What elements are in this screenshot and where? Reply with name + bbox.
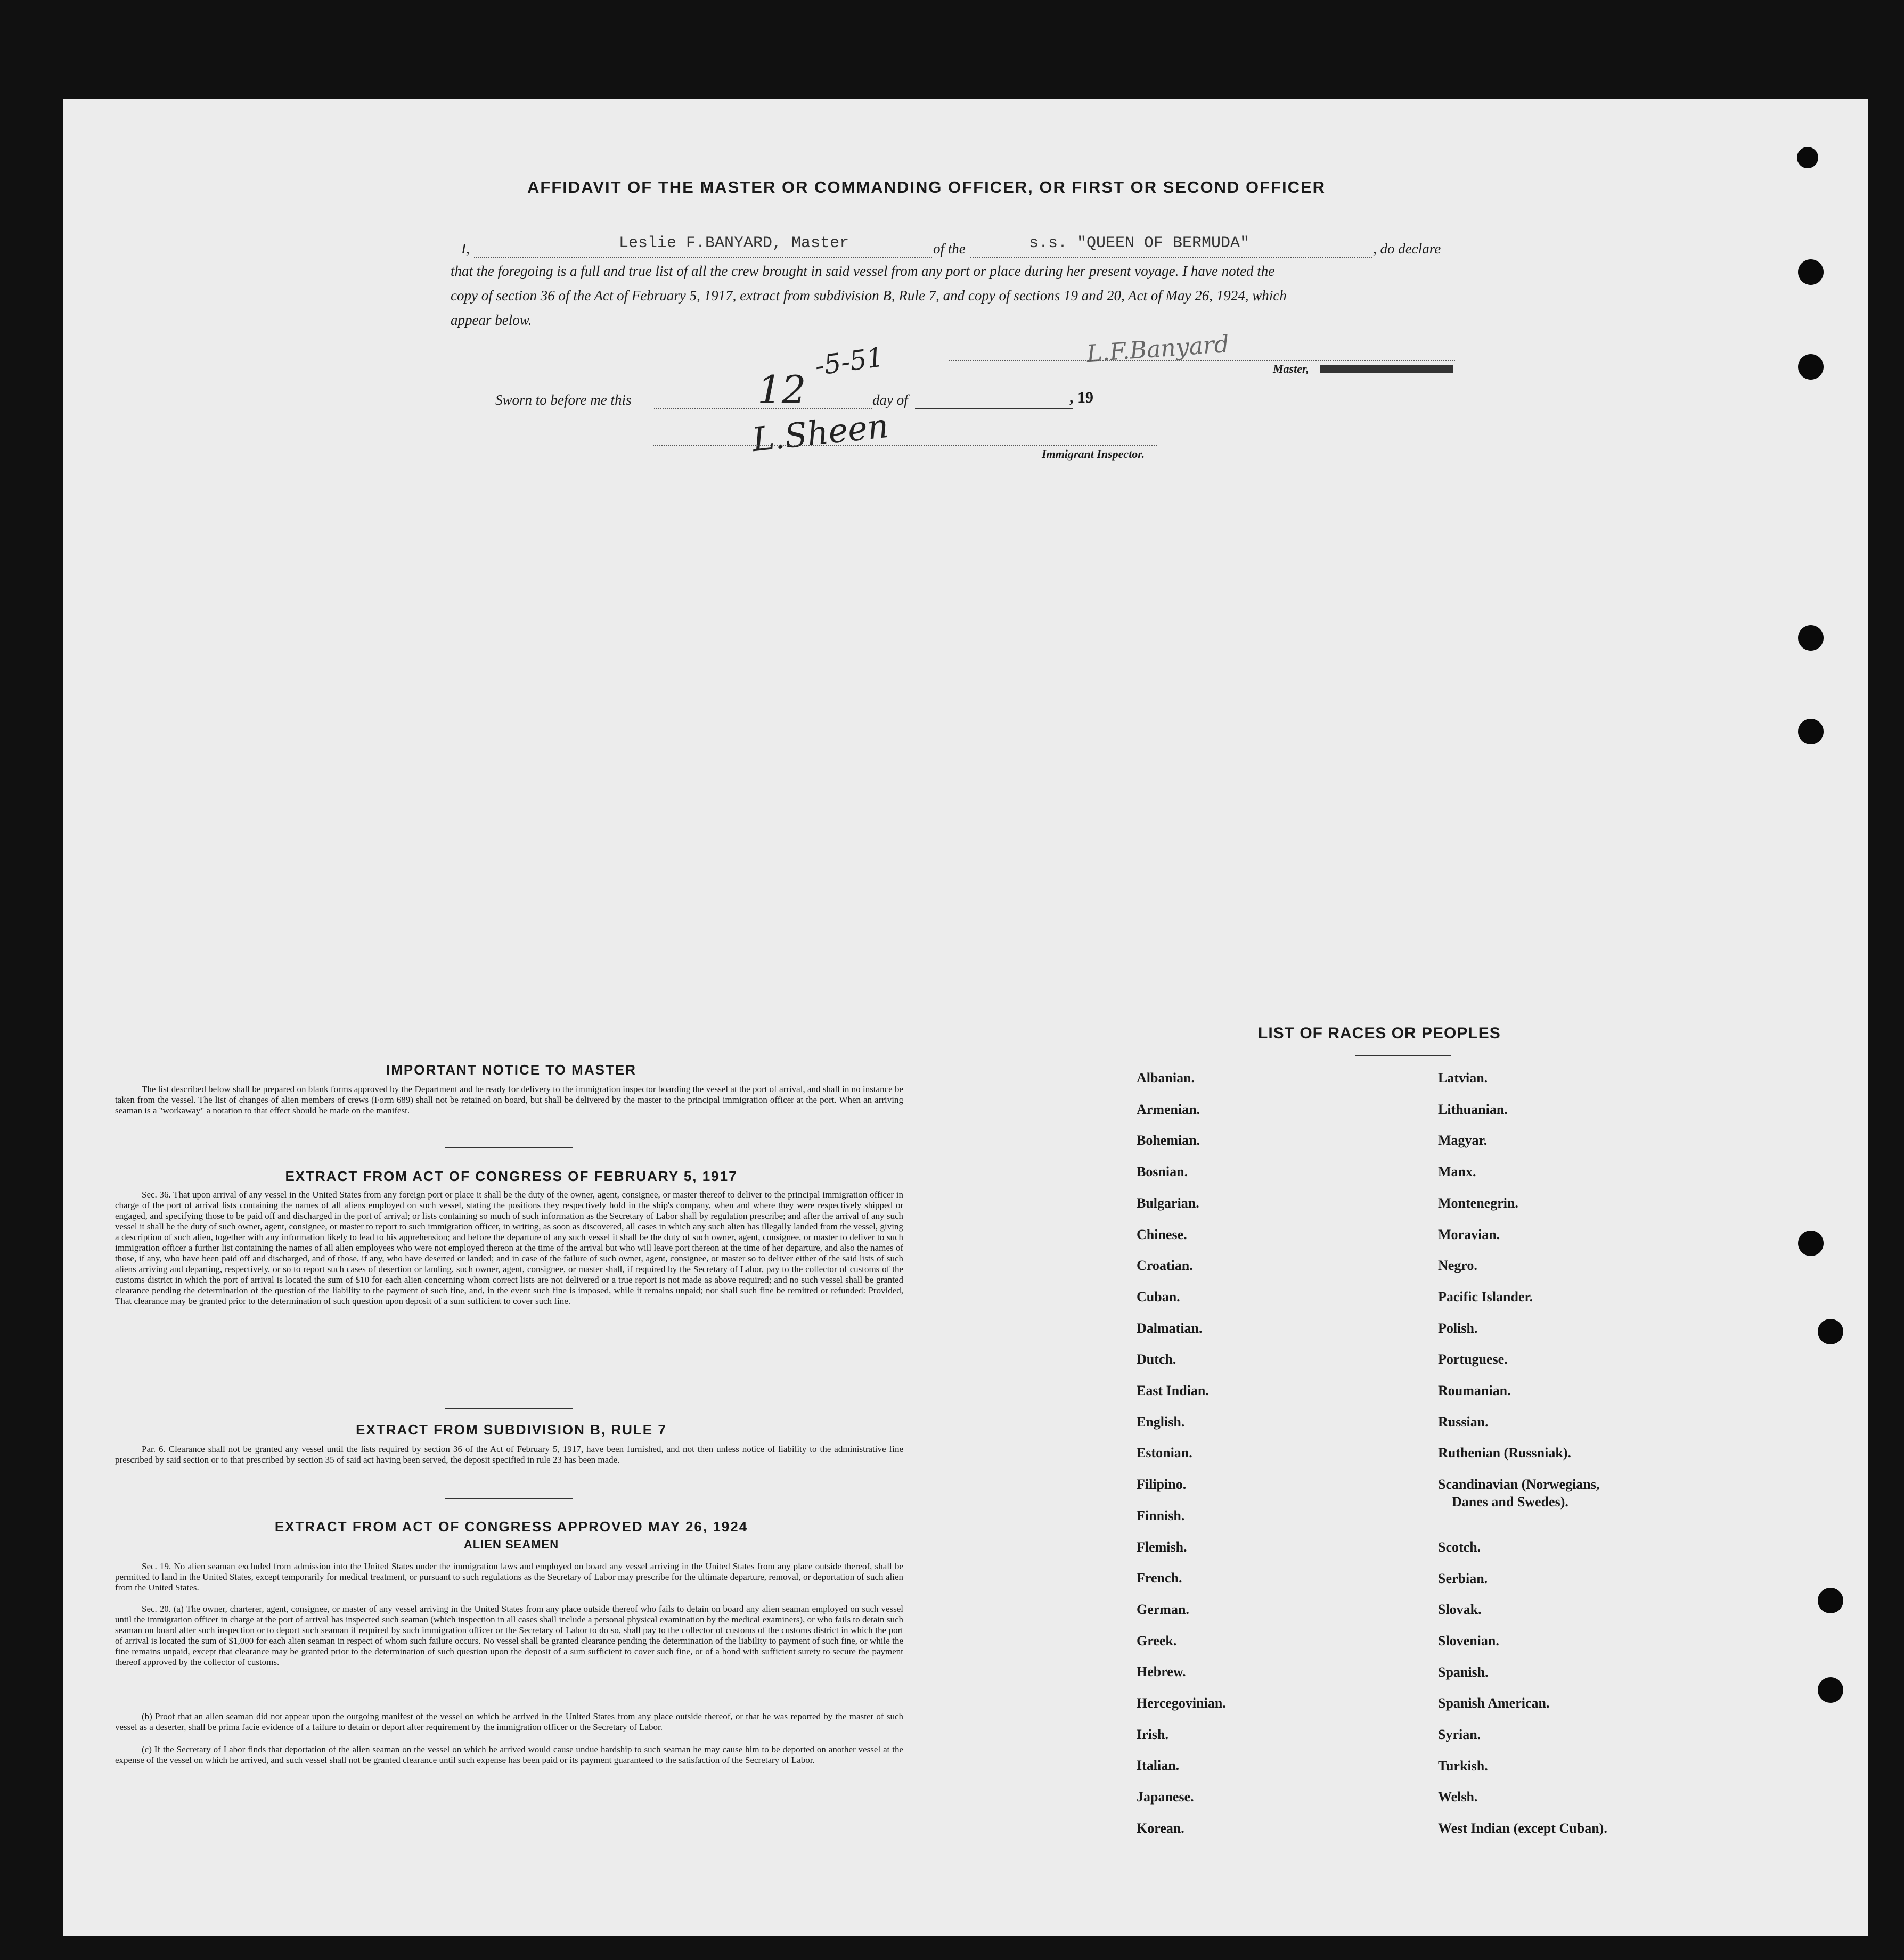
race-item: Irish.	[1137, 1726, 1168, 1742]
notice-heading: IMPORTANT NOTICE TO MASTER	[386, 1062, 636, 1078]
divider-2	[445, 1408, 573, 1409]
year-label: , 19	[1069, 389, 1093, 406]
master-signature-line	[949, 360, 1455, 361]
race-item: Chinese.	[1137, 1226, 1187, 1242]
race-item: Pacific Islander.	[1438, 1289, 1533, 1305]
punch-hole-7	[1818, 1319, 1843, 1344]
race-item: Moravian.	[1438, 1226, 1500, 1242]
of-the-label: of the	[933, 241, 966, 257]
punch-hole-2	[1798, 259, 1824, 285]
race-item: Flemish.	[1137, 1539, 1187, 1555]
affidavit-body-line2: copy of section 36 of the Act of February 5, 1917, extract from subdivision B, Rule 7, and copy of sections 19 and 20, Act of May 26, 1924, which	[451, 288, 1287, 304]
punch-hole-6	[1798, 1231, 1824, 1256]
notice-text: The list described below shall be prepared on blank forms approved by the Department and be ready for delivery to the immigration inspector boarding the vessel at the port of arrival, and shall in no instance be taken from the vessel. The list of changes of alien members of crews (Form 689) shall not be retained on board, but shall be delivered by the master to the principal immigration officer at the port. When an arriving seaman is a "workaway" a notation to that effect should be made on the manifest.	[115, 1084, 903, 1116]
punch-hole-3	[1798, 354, 1824, 380]
alien-seamen-subheading: ALIEN SEAMEN	[463, 1538, 559, 1551]
name-line	[474, 257, 932, 258]
extract-1917-heading: EXTRACT FROM ACT OF CONGRESS OF FEBRUARY 5, 1917	[285, 1168, 738, 1184]
race-item: Slovenian.	[1438, 1633, 1499, 1649]
race-item: Albanian.	[1137, 1070, 1195, 1086]
race-item: Bulgarian.	[1137, 1195, 1199, 1211]
races-heading: LIST OF RACES OR PEOPLES	[1258, 1024, 1501, 1042]
sec19-text: Sec. 19. No alien seaman excluded from admission into the United States under the immigration laws and employed on board any vessel arriving in the United States from any place outside thereof, shall be permitted to land in the United States, except temporarily for medical treatment, or pursuant to such regulations as the Secretary of Labor may prescribe for the ultimate departure, removal, or deportation of such alien from the United States.	[115, 1561, 903, 1593]
struck-out-title	[1320, 365, 1453, 373]
race-item: Roumanian.	[1438, 1383, 1511, 1398]
race-item: Lithuanian.	[1438, 1101, 1508, 1117]
master-name-value: Leslie F.BANYARD, Master	[619, 234, 849, 252]
vessel-line	[970, 257, 1372, 258]
race-item: Dutch.	[1137, 1351, 1176, 1367]
race-item: French.	[1137, 1570, 1182, 1586]
race-item: Estonian.	[1137, 1445, 1192, 1461]
race-item: German.	[1137, 1601, 1189, 1617]
race-scandinavian-continued: Danes and Swedes).	[1452, 1494, 1568, 1510]
affidavit-body-line3: appear below.	[451, 312, 532, 328]
races-heading-rule	[1355, 1055, 1451, 1056]
punch-hole-4	[1798, 625, 1824, 651]
divider-3	[445, 1498, 573, 1499]
inspector-signature-line	[653, 445, 1157, 446]
race-item: Polish.	[1438, 1320, 1478, 1336]
race-item: Manx.	[1438, 1164, 1476, 1180]
rule7-heading: EXTRACT FROM SUBDIVISION B, RULE 7	[356, 1422, 667, 1438]
race-item: Italian.	[1137, 1758, 1180, 1774]
race-item: Hercegovinian.	[1137, 1695, 1226, 1711]
master-label: Master,	[1273, 362, 1309, 375]
race-item: Japanese.	[1137, 1789, 1194, 1805]
affidavit-heading: AFFIDAVIT OF THE MASTER OR COMMANDING OFFICER, OR FIRST OR SECOND OFFICER	[527, 178, 1326, 196]
race-item: Syrian.	[1438, 1727, 1481, 1742]
race-item: Croatian.	[1137, 1258, 1193, 1274]
race-item: Korean.	[1137, 1820, 1184, 1836]
sec20b-text: (b) Proof that an alien seaman did not appear upon the outgoing manifest of the vessel on which he arrived in the United States from any place outside thereof, or that he was reported by the master of such vessel as a deserter, shall be prima facie evidence of a failure to detain or deport after requirement by the immigration officer or the Secretary of Labor.	[115, 1711, 903, 1732]
race-item: Ruthenian (Russniak).	[1438, 1445, 1571, 1461]
race-item: Magyar.	[1438, 1133, 1488, 1149]
sec20a-text: Sec. 20. (a) The owner, charterer, agent, consignee, or master of any vessel arriving in the United States from any place outside thereof who fails to detain on board any alien seaman employed on such vessel until the immigration officer in charge at the port of arrival has inspected such seaman (which inspection in all cases shall include a personal physical examination by the medical examiners), or who fails to detain such seaman on board after such inspection or to deport such seaman if required by such immigration officer or the Secretary of Labor to do so, shall pay to the collector of customs of the customs district in which the port of arrival is located the sum of $1,000 for each alien seaman in respect of whom such failure occurs. No vessel shall be granted clearance pending the determination of the liability to payment of such fine, or while the fine remains unpaid, except that clearance may be granted prior to the determination of such question upon the deposit of a sum sufficient to cover such fine, or of a bond with sufficient surety to secure the payment thereof approved by the collector of customs.	[115, 1604, 903, 1667]
race-item: Cuban.	[1137, 1289, 1180, 1305]
race-item: Montenegrin.	[1438, 1195, 1518, 1211]
day-of-label: day of	[872, 392, 908, 408]
extract-1917-text: Sec. 36. That upon arrival of any vessel in the United States from any foreign port or place it shall be the duty of the owner, agent, consignee, or master thereof to deliver to the principal immigration officer in charge of the port of arrival lists containing the names of all aliens employed on such vessel, stating the positions they respectively hold in the ship's company, when and where they were respectively shipped or engaged, and specifying those to be paid off and discharged in the port of arrival; or lists containing so much of such information as the Secretary of Labor shall by regulation prescribe; and after the arrival of any such vessel it shall be the duty of such owner, agent, consignee, or master to report to such immigration officer, in writing, as soon as discovered, all cases in which any such alien has illegally landed from the vessel, giving a description of such alien, together with any information likely to lead to his apprehension; and before the departure of any such vessel it shall be the duty of such owner, agent, consignee, or master to deliver to such immigration officer a further list containing the names of all alien employees who were not employed thereon at the time of the arrival but who will leave port thereon at the time of her departure, and also the names of those, if any, who have been paid off and discharged, and of those, if any, who have deserted or landed; and in case of the failure of such owner, agent, consignee, or master so to deliver either of the said lists of such aliens arriving and departing, respectively, or so to report such cases of desertion or landing, such owner, agent, consignee, or master shall, if required by the Secretary of Labor, pay to the collector of customs of the customs district in which the port of arrival is located the sum of $10 for each alien concerning whom correct lists are not delivered or a true report is not made as above required; and no such vessel shall be granted clearance pending the determination of the question of the liability to the payment of such fine, and, in the event such fine is imposed, while it remains unpaid; nor shall such fine be remitted or refunded: Provided, That clearance may be granted prior to the determination of such question upon deposit of a sum sufficient to cover such fine.	[115, 1190, 903, 1306]
affidavit-body-line1: that the foregoing is a full and true list of all the crew brought in said vessel from any port or place during her present voyage. I have noted the	[451, 263, 1275, 279]
race-item: West Indian (except Cuban).	[1438, 1820, 1607, 1836]
race-item: English.	[1137, 1414, 1185, 1430]
race-item: Spanish American.	[1438, 1695, 1550, 1711]
race-item: Hebrew.	[1137, 1664, 1186, 1680]
race-item: Negro.	[1438, 1258, 1477, 1274]
sworn-day-value: 12	[757, 367, 806, 412]
do-declare-label: , do declare	[1373, 241, 1441, 257]
inspector-label: Immigrant Inspector.	[1042, 447, 1145, 461]
race-item: Welsh.	[1438, 1789, 1478, 1805]
punch-hole-1	[1797, 147, 1818, 168]
race-item: Serbian.	[1438, 1570, 1488, 1586]
extract-1924-heading: EXTRACT FROM ACT OF CONGRESS APPROVED MAY 26, 1924	[274, 1519, 748, 1535]
race-item: Scandinavian (Norwegians,	[1438, 1477, 1600, 1492]
vessel-name-value: s.s. "QUEEN OF BERMUDA"	[1029, 234, 1250, 252]
race-item: Russian.	[1438, 1414, 1489, 1430]
master-signature: L.F.Banyard	[1085, 330, 1230, 368]
race-item: Greek.	[1137, 1633, 1177, 1649]
punch-hole-9	[1818, 1677, 1843, 1703]
race-item: Scotch.	[1438, 1539, 1481, 1555]
race-item: Turkish.	[1438, 1758, 1488, 1774]
race-item: Latvian.	[1438, 1070, 1488, 1086]
race-item: Dalmatian.	[1137, 1320, 1203, 1336]
race-item: Spanish.	[1438, 1664, 1489, 1680]
race-item: Filipino.	[1137, 1477, 1187, 1492]
punch-hole-8	[1818, 1588, 1843, 1613]
i-label: I,	[461, 241, 470, 257]
inspector-signature: L.Sheen	[750, 406, 890, 460]
punch-hole-5	[1798, 719, 1824, 744]
race-item: East Indian.	[1137, 1383, 1209, 1398]
rule7-text: Par. 6. Clearance shall not be granted any vessel until the lists required by section 36 of the Act of February 5, 1917, have been furnished, and not then unless notice of liability to the administrative fine prescribed by said section or to that prescribed by section 35 of said act having been served, the deposit specified in rule 23 has been made.	[115, 1444, 903, 1465]
race-item: Armenian.	[1137, 1101, 1200, 1117]
race-item: Bohemian.	[1137, 1133, 1200, 1149]
race-item: Portuguese.	[1438, 1351, 1508, 1367]
divider-1	[445, 1147, 573, 1148]
race-item: Bosnian.	[1137, 1164, 1188, 1180]
race-item: Finnish.	[1137, 1507, 1185, 1523]
sworn-date-scrawl: -5-51	[813, 341, 886, 382]
sec20c-text: (c) If the Secretary of Labor finds that deportation of the alien seaman on the vessel on which he arrived would cause undue hardship to such seaman he may cause him to be deported on another vessel at the expense of the vessel on which he arrived, and such vessel shall not be granted clearance until such expense has been paid or its payment guaranteed to the satisfaction of the Secretary of Labor.	[115, 1744, 903, 1765]
sworn-label: Sworn to before me this	[495, 392, 632, 408]
month-line	[915, 408, 1073, 409]
race-item: Slovak.	[1438, 1602, 1482, 1618]
